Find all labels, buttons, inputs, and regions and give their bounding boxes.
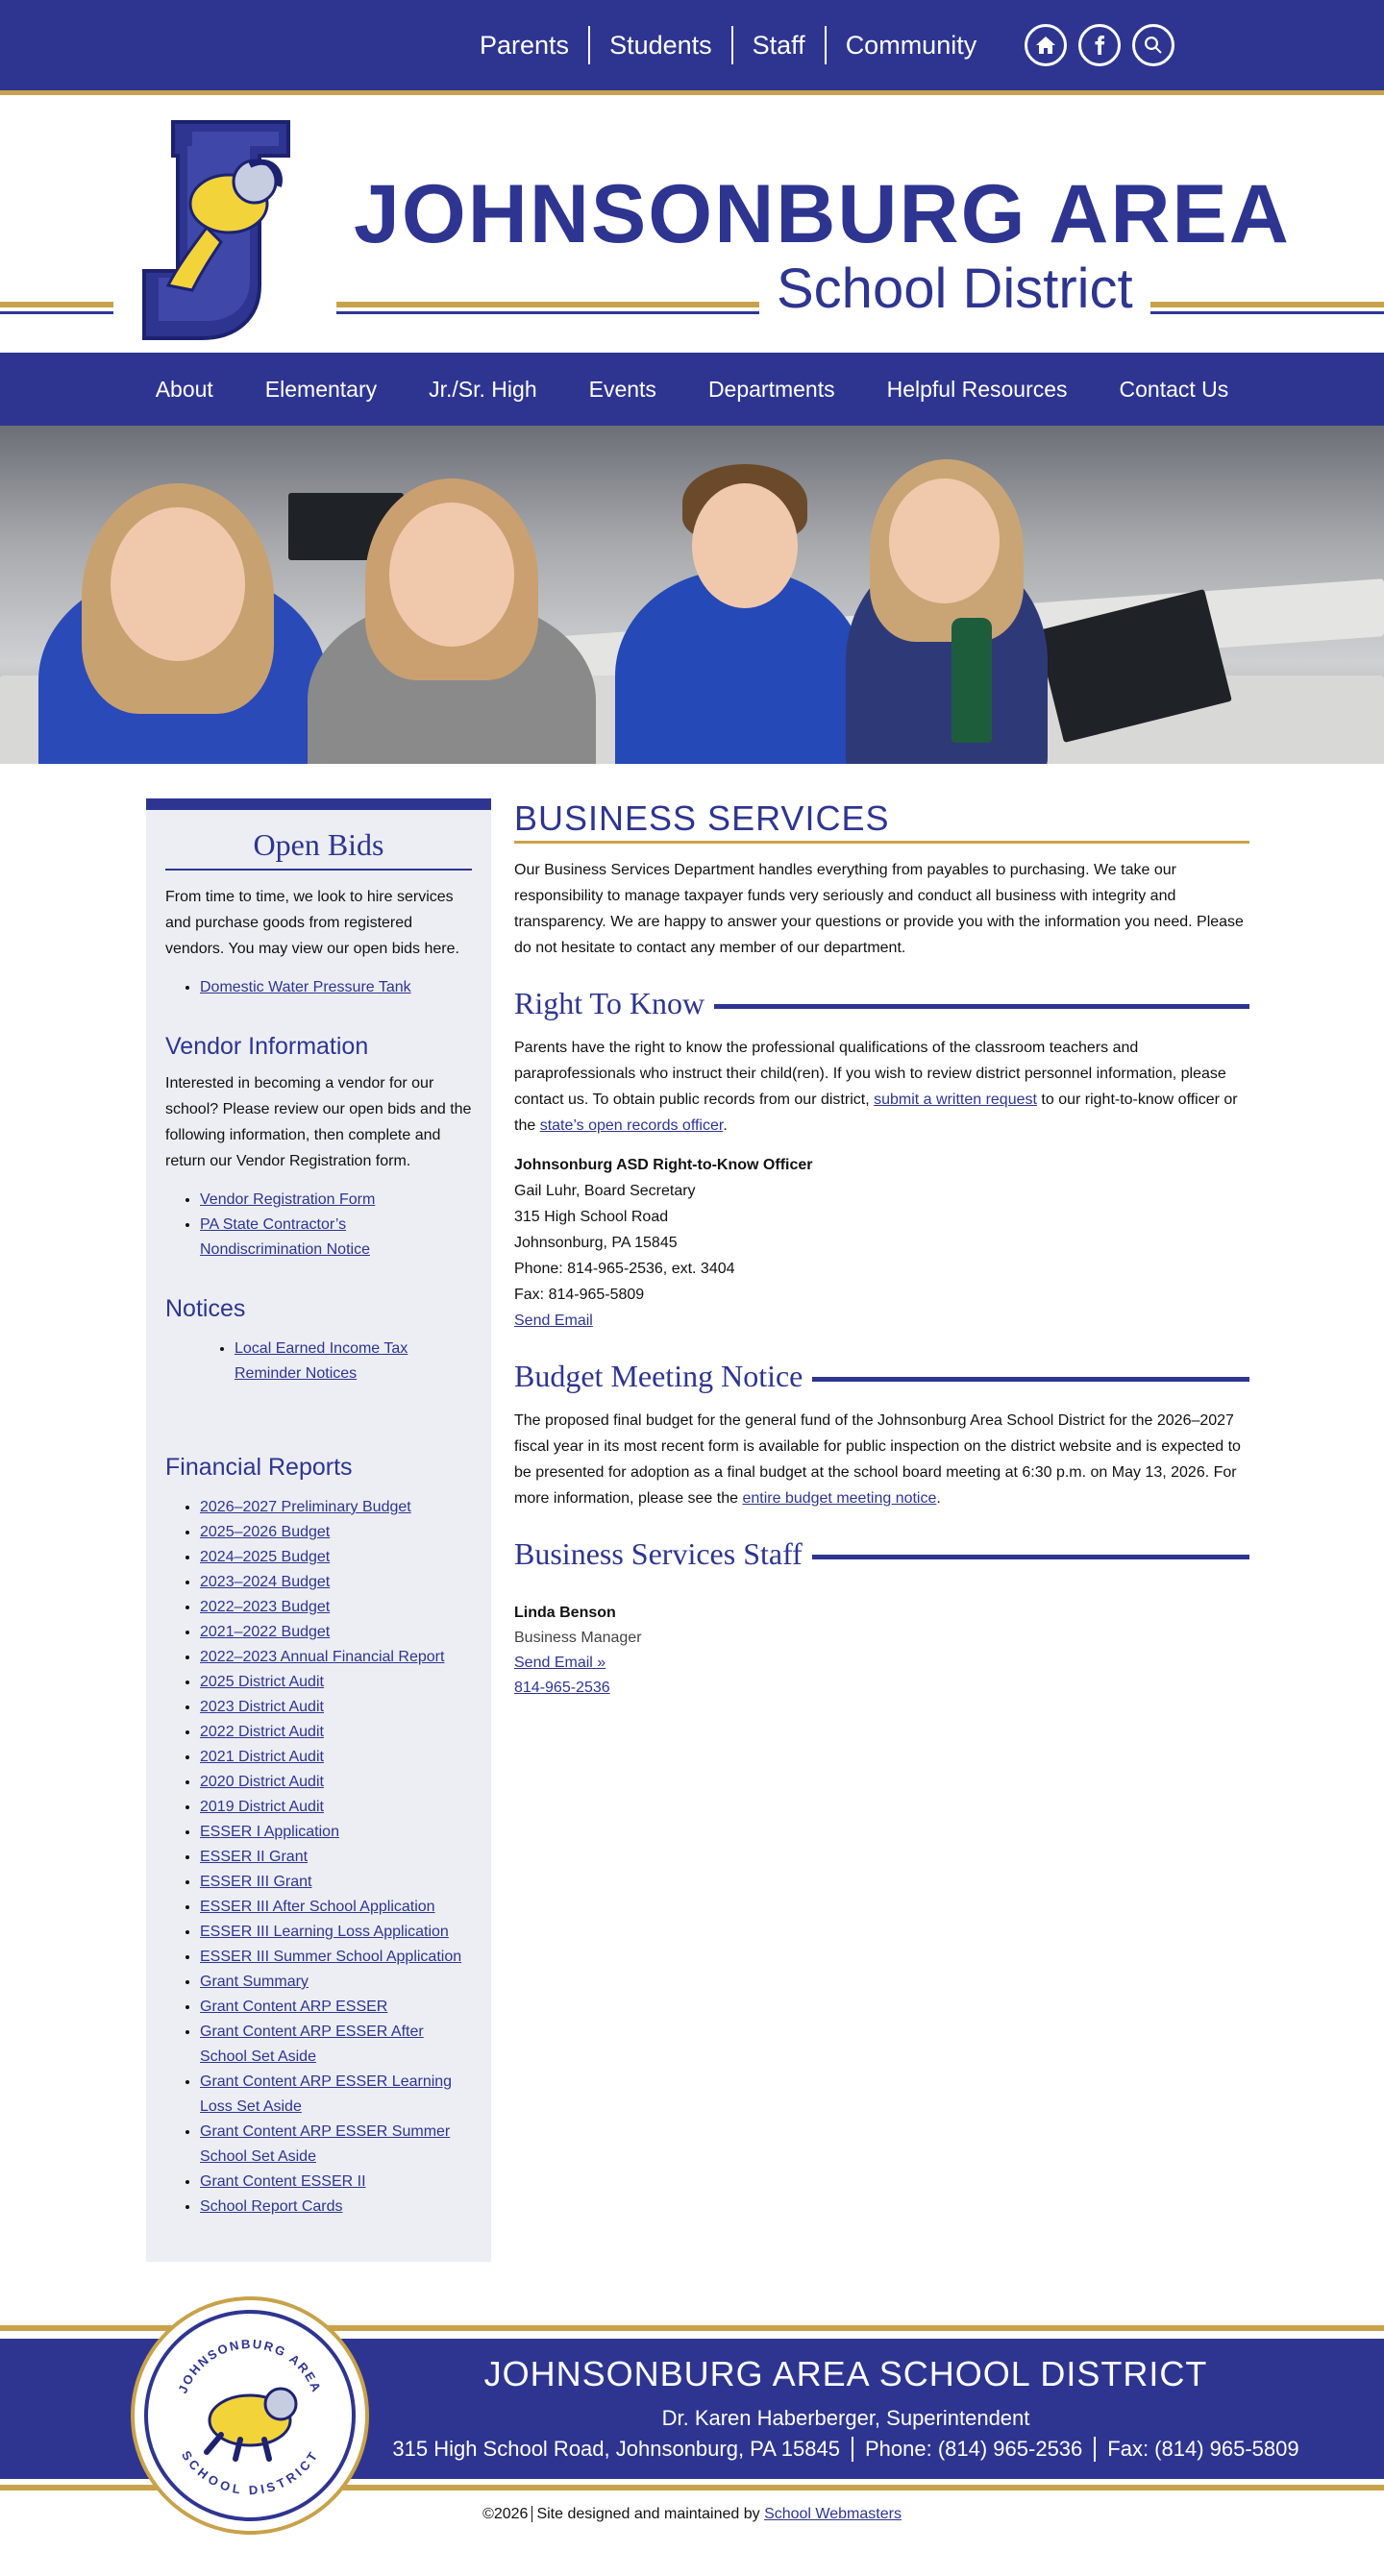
district-logo[interactable]: [115, 112, 327, 343]
nav-jr-sr-high[interactable]: Jr./Sr. High: [429, 376, 537, 402]
staff-card: [514, 1601, 1249, 1701]
financial-report-link[interactable]: 2023 District Audit: [200, 1699, 324, 1715]
vendor-registration-link[interactable]: Vendor Registration Form: [200, 1191, 376, 1208]
copyright-line: ©2026 Site designed and maintained by School Webmasters: [482, 2506, 902, 2522]
financial-report-link[interactable]: ESSER III Learning Loss Application: [200, 1924, 449, 1940]
notices-list: [165, 1337, 472, 1386]
list-item: [200, 1820, 472, 1845]
list-item: [200, 2070, 472, 2120]
officer-name: Gail Luhr, Board Secretary: [514, 1183, 696, 1199]
list-item: [200, 1545, 472, 1570]
list-item: [200, 1645, 472, 1670]
list-item: [200, 2170, 472, 2195]
financial-report-link[interactable]: ESSER II Grant: [200, 1849, 309, 1865]
list-item: [200, 1570, 472, 1595]
list-item: [200, 1670, 472, 1695]
financial-reports-list: [165, 1495, 472, 2220]
main-nav: [0, 353, 1384, 426]
budget-heading: Budget Meeting Notice: [514, 1359, 1249, 1394]
financial-report-link[interactable]: Grant Summary: [200, 1974, 309, 1990]
nav-events[interactable]: Events: [588, 376, 656, 402]
seal-text-top: JOHNSONBURG AREA: [175, 2336, 325, 2395]
financial-report-link[interactable]: Grant Content ARP ESSER After School Set Aside: [200, 2024, 424, 2065]
staff-role: Business Manager: [514, 1630, 642, 1646]
budget-text: The proposed final budget for the general fund of the Johnsonburg Area School District for the 2026–2027 fiscal year in its most recent form is available for public inspection on the district website and is expected to be presented for adoption as a final budget at the school board meeting at 6:30 p.m. on May 13, 2026. For more information, please see the entire budget meeting notice.: [514, 1412, 1241, 1507]
written-request-link[interactable]: submit a written request: [874, 1092, 1037, 1108]
rtk-officer-contact: [514, 1152, 1249, 1334]
rtk-heading: Right To Know: [514, 986, 1249, 1021]
financial-report-link[interactable]: Grant Content ARP ESSER Summer School Set Aside: [200, 2123, 451, 2165]
footer-address: 315 High School Road, Johnsonburg, PA 15845: [381, 2437, 853, 2462]
footer-contact-line: [365, 2437, 1326, 2462]
list-item: [200, 1695, 472, 1720]
list-item: [200, 1520, 472, 1545]
list-item: [200, 1895, 472, 1920]
search-icon[interactable]: [1132, 24, 1174, 66]
staff-phone-link[interactable]: 814-965-2536: [514, 1680, 610, 1696]
facebook-icon[interactable]: [1078, 24, 1121, 66]
home-icon[interactable]: [1025, 24, 1067, 66]
site-title: JOHNSONBURG AREA: [354, 168, 1291, 260]
budget-notice-link[interactable]: entire budget meeting notice: [742, 1490, 937, 1507]
main-content: [514, 798, 1249, 2262]
list-item: [200, 1620, 472, 1645]
logo-band: [0, 98, 1384, 353]
webmaster-link[interactable]: School Webmasters: [764, 2506, 902, 2522]
notices-heading: Notices: [165, 1295, 246, 1322]
footer-superintendent: Dr. Karen Haberberger, Superintendent: [661, 2406, 1030, 2430]
list-item: [200, 1188, 472, 1213]
footer: [0, 2325, 1384, 2539]
open-bids-text: From time to time, we look to hire services and purchase goods from registered vendors. You may view our open bids here.: [165, 889, 459, 957]
staff-heading: Business Services Staff: [514, 1536, 1249, 1572]
sidebar: [146, 798, 491, 2262]
nav-parents[interactable]: Parents: [465, 26, 590, 64]
list-item: [200, 1795, 472, 1820]
open-bid-link[interactable]: Domestic Water Pressure Tank: [200, 979, 411, 995]
financial-report-link[interactable]: 2023–2024 Budget: [200, 1574, 331, 1590]
site-subtitle: School District: [759, 261, 1150, 317]
svg-text:SCHOOL DISTRICT: [179, 2448, 321, 2497]
footer-text: [365, 2354, 1326, 2462]
officer-heading: Johnsonburg ASD Right-to-Know Officer: [514, 1157, 813, 1173]
list-item: [200, 1595, 472, 1620]
list-item: [200, 1995, 472, 2020]
officer-city: Johnsonburg, PA 15845: [514, 1235, 678, 1251]
copyright: ©2026: [482, 2506, 529, 2522]
officer-street: 315 High School Road: [514, 1209, 669, 1225]
financial-report-link[interactable]: 2025 District Audit: [200, 1674, 324, 1690]
svg-text:JOHNSONBURG AREA: [175, 2337, 324, 2395]
header-gold-rule: [0, 90, 1384, 98]
staff-email-link[interactable]: Send Email »: [514, 1655, 606, 1671]
list-item: [200, 1920, 472, 1945]
vendor-info-heading: Vendor Information: [165, 1033, 369, 1060]
financial-report-link[interactable]: 2024–2025 Budget: [200, 1549, 331, 1565]
list-item: [200, 1870, 472, 1895]
list-item: [200, 2195, 472, 2220]
financial-report-link[interactable]: 2020 District Audit: [200, 1774, 324, 1790]
financial-reports-heading: Financial Reports: [165, 1454, 353, 1481]
utility-bar: [0, 0, 1384, 90]
nav-students[interactable]: Students: [590, 26, 733, 64]
nav-contact-us[interactable]: Contact Us: [1119, 376, 1229, 402]
list-item: [200, 1770, 472, 1795]
officer-email-link[interactable]: Send Email: [514, 1313, 593, 1329]
hero-photo: [0, 426, 1384, 764]
list-item: [200, 1845, 472, 1870]
nav-community[interactable]: Community: [845, 31, 977, 60]
financial-report-link[interactable]: 2019 District Audit: [200, 1799, 324, 1815]
list-item: [200, 975, 472, 1000]
intro-text: Our Business Services Department handles everything from payables to purchasing. We take our responsibility to manage taxpayer funds very seriously and conduct all business with integrity and transparency. We are happy to answer your questions or provide you with the information you need. Please do not hesitate to contact any member of our department.: [514, 862, 1244, 956]
financial-report-link[interactable]: 2022–2023 Budget: [200, 1599, 331, 1615]
list-item: [200, 1970, 472, 1995]
financial-report-link[interactable]: ESSER III After School Application: [200, 1899, 435, 1915]
list-item: [200, 2120, 472, 2170]
financial-report-link[interactable]: ESSER I Application: [200, 1824, 339, 1840]
page-title: BUSINESS SERVICES: [514, 798, 1249, 844]
officer-phone: Phone: 814-965-2536, ext. 3404: [514, 1261, 735, 1277]
list-item: [200, 1213, 472, 1263]
vendor-info-text: Interested in becoming a vendor for our school? Please review our open bids and the following information, then complete and return our Vendor Registration form.: [165, 1075, 472, 1169]
seal-text-bottom: SCHOOL DISTRICT: [179, 2447, 322, 2498]
nav-about[interactable]: About: [155, 376, 213, 402]
nav-staff[interactable]: Staff: [733, 26, 827, 64]
list-item: [200, 1720, 472, 1745]
list-item: [200, 2020, 472, 2070]
rtk-text: Parents have the right to know the professional qualifications of the classroom teachers and paraprofessionals who instruct their child(ren). If you wish to review district personnel information, please contact us. To obtain public records from our district, submit a written request to our right-to-know officer or the state’s open records officer.: [514, 1040, 1238, 1134]
footer-district-name: JOHNSONBURG AREA SCHOOL DISTRICT: [483, 2354, 1208, 2393]
content-area: [0, 764, 1384, 2325]
nav-departments[interactable]: Departments: [707, 376, 835, 402]
financial-report-link[interactable]: ESSER III Grant: [200, 1874, 312, 1890]
nondiscrimination-notice-link[interactable]: PA State Contractor’s Nondiscrimination Notice: [200, 1216, 370, 1258]
open-bids-heading: Open Bids: [165, 827, 472, 871]
list-item: [200, 1745, 472, 1770]
footer-phone: Phone: (814) 965-2536: [853, 2437, 1096, 2462]
staff-name: Linda Benson: [514, 1605, 616, 1621]
financial-report-link[interactable]: 2021 District Audit: [200, 1749, 324, 1765]
footer-seal: [131, 2296, 369, 2535]
list-item: [235, 1337, 472, 1386]
financial-report-link[interactable]: 2025–2026 Budget: [200, 1524, 331, 1540]
tax-notice-link[interactable]: Local Earned Income Tax Reminder Notices: [235, 1340, 408, 1382]
financial-report-link[interactable]: 2022–2023 Annual Financial Report: [200, 1649, 445, 1665]
nav-elementary[interactable]: Elementary: [264, 376, 378, 402]
audience-nav: [465, 26, 996, 64]
open-records-link[interactable]: state’s open records officer: [539, 1117, 724, 1134]
footer-fax: Fax: (814) 965-5809: [1107, 2437, 1299, 2461]
nav-helpful-resources[interactable]: Helpful Resources: [886, 376, 1068, 402]
vendor-links: [165, 1188, 472, 1263]
financial-report-link[interactable]: ESSER III Summer School Application: [200, 1949, 462, 1965]
financial-report-link[interactable]: Grant Content ARP ESSER: [200, 1999, 388, 2015]
financial-report-link[interactable]: Grant Content ESSER II: [200, 2173, 366, 2190]
list-item: [200, 1495, 472, 1520]
list-item: [200, 1945, 472, 1970]
open-bids-list: [165, 975, 472, 1000]
officer-fax: Fax: 814-965-5809: [514, 1287, 645, 1303]
financial-report-link[interactable]: 2021–2022 Budget: [200, 1624, 331, 1640]
financial-report-link[interactable]: 2022 District Audit: [200, 1724, 324, 1740]
financial-report-link[interactable]: 2026–2027 Preliminary Budget: [200, 1499, 411, 1515]
financial-report-link[interactable]: Grant Content ARP ESSER Learning Loss Set Aside: [200, 2073, 453, 2115]
utility-icons: [1025, 24, 1186, 66]
financial-report-link[interactable]: School Report Cards: [200, 2198, 343, 2215]
